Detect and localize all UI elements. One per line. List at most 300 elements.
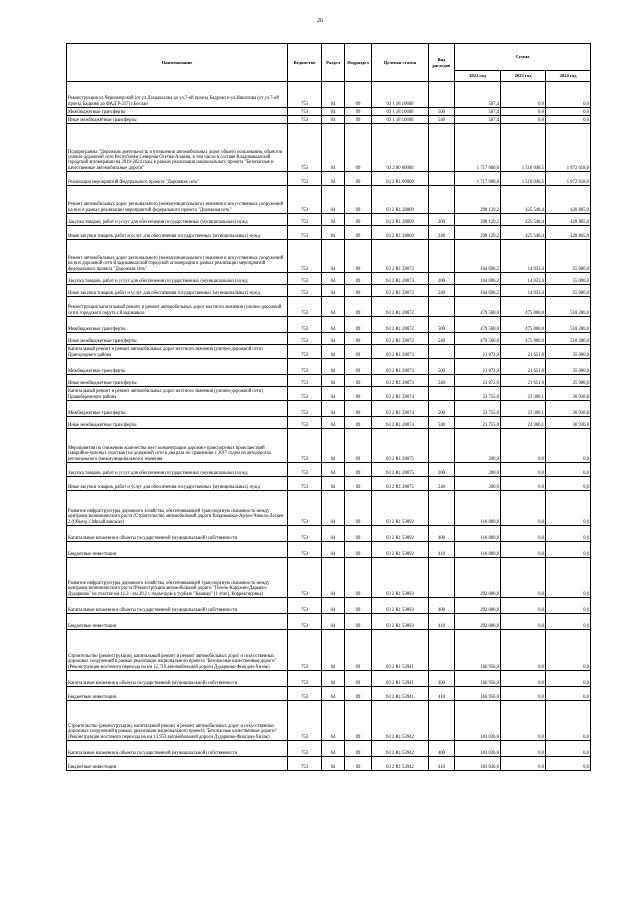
row-razdel: 04 (322, 375, 345, 387)
row-sum-2024: 0,0 (546, 671, 591, 687)
row-razdel: 04 (322, 463, 345, 477)
table-row (67, 630, 591, 671)
row-target-article: 03 2 R1 28073 (372, 273, 429, 285)
row-podrazdel: 09 (345, 116, 372, 124)
table-row (67, 297, 591, 317)
row-razdel: 04 (322, 757, 345, 771)
row-target-article: 03 2 R1 28069 (372, 226, 429, 240)
row-razdel: 04 (322, 273, 345, 285)
row-name: Закупка товаров, работ и услуг для обеспечения государственных (муниципальных) нужд (67, 463, 288, 477)
row-name: Межбюджетные трансферты (67, 359, 288, 375)
row-ved: 753 (288, 671, 322, 687)
row-target-article: 03 2 R1 28073 (372, 375, 429, 387)
row-sum-2023: 14 033,4 (501, 240, 546, 273)
row-target-article: 03 2 R1 00000 (372, 172, 429, 186)
table-row (67, 542, 591, 558)
row-sum-2023: 0,0 (501, 108, 546, 116)
row-name: Капитальный ремонт и ремонт автомобильных дорог местного значения (улично-дорожной сети) Пригородного района (67, 345, 288, 359)
row-sum-2023: 0,0 (501, 687, 546, 701)
row-expense-type (429, 186, 455, 214)
row-podrazdel: 09 (345, 491, 372, 526)
table-row (67, 172, 591, 186)
row-sum-2024: 0,0 (546, 491, 591, 526)
row-sum-2022: 200,0 (455, 463, 501, 477)
row-ved: 753 (288, 526, 322, 542)
row-sum-2023: 21 651,0 (501, 359, 546, 375)
row-expense-type (429, 491, 455, 526)
row-sum-2022: 298 129,2 (455, 214, 501, 226)
row-podrazdel: 09 (345, 345, 372, 359)
row-target-article: 03 2 R1 28073 (372, 359, 429, 375)
row-target-article: 03 2 R1 53893 (372, 614, 429, 630)
row-sum-2022: 183 036,6 (455, 701, 501, 741)
row-sum-2024: 518 280,0 (546, 317, 591, 333)
row-sum-2022: 479 560,0 (455, 317, 501, 333)
row-podrazdel: 09 (345, 124, 372, 172)
row-sum-2023: 21 651,0 (501, 345, 546, 359)
table-row (67, 614, 591, 630)
row-ved: 753 (288, 108, 322, 116)
row-name: Ремонт автомобильных дорог регионального (межмуниципального) значения и искусственных сооружений на них в рамках реализации мероприятий федерального проекта "Дорожная сеть" (67, 186, 288, 214)
row-sum-2024: 55 000,0 (546, 240, 591, 273)
row-target-article: 03 2 R1 28073 (372, 240, 429, 273)
row-ved: 753 (288, 429, 322, 463)
table-row (67, 317, 591, 333)
header-razdel: Раздел (322, 44, 345, 82)
header-name: Наименование (67, 44, 288, 82)
row-sum-2022: 292 000,0 (455, 558, 501, 598)
row-podrazdel: 09 (345, 477, 372, 491)
row-podrazdel: 09 (345, 108, 372, 116)
row-razdel: 04 (322, 542, 345, 558)
table-row (67, 401, 591, 417)
row-expense-type: 540 (429, 116, 455, 124)
row-target-article: 03 2 R1 28072 (372, 297, 429, 317)
row-podrazdel: 09 (345, 701, 372, 741)
table-row (67, 186, 591, 214)
row-expense-type (429, 630, 455, 671)
row-ved: 753 (288, 401, 322, 417)
row-sum-2024: 428 865,0 (546, 226, 591, 240)
row-sum-2024: 35 000,0 (546, 345, 591, 359)
row-sum-2023: 0,0 (501, 558, 546, 598)
row-ved: 753 (288, 417, 322, 429)
row-razdel: 04 (322, 477, 345, 491)
row-podrazdel: 09 (345, 429, 372, 463)
row-sum-2022: 292 000,0 (455, 598, 501, 614)
row-sum-2022: 164 696,2 (455, 273, 501, 285)
row-sum-2022: 21 872,0 (455, 375, 501, 387)
row-sum-2024: 518 280,0 (546, 333, 591, 345)
table-row (67, 273, 591, 285)
row-target-article: 03 2 R1 28072 (372, 333, 429, 345)
row-sum-2023: 0,0 (501, 630, 546, 671)
table-row (67, 214, 591, 226)
row-target-article: 03 2 R1 28072 (372, 317, 429, 333)
row-sum-2022: 200,0 (455, 477, 501, 491)
row-sum-2023: 21 651,0 (501, 375, 546, 387)
row-name: Реализация мероприятий Федерального проекта "Дорожная сеть" (67, 172, 288, 186)
row-podrazdel: 09 (345, 463, 372, 477)
table-row (67, 82, 591, 108)
row-podrazdel: 09 (345, 214, 372, 226)
row-sum-2023: 0,0 (501, 82, 546, 108)
row-sum-2024: 1 872 618,0 (546, 124, 591, 172)
table-row (67, 526, 591, 542)
row-podrazdel: 09 (345, 741, 372, 757)
row-name: Иные закупки товаров, работ и услуг для обеспечения государственных (муниципальных) нужд (67, 226, 288, 240)
row-podrazdel: 09 (345, 375, 372, 387)
row-sum-2023: 23 300,1 (501, 401, 546, 417)
row-ved: 753 (288, 273, 322, 285)
row-podrazdel: 09 (345, 82, 372, 108)
row-name: Бюджетные инвестиции (67, 757, 288, 771)
row-expense-type (429, 82, 455, 108)
row-sum-2022: 507,4 (455, 116, 501, 124)
row-expense-type (429, 429, 455, 463)
table-body (67, 82, 591, 771)
header-expense-type: Вид расходов (429, 44, 455, 82)
row-target-article: 03 2 R1 53892 (372, 542, 429, 558)
row-podrazdel: 09 (345, 526, 372, 542)
row-name: Ремонт автомобильных дорог регионального (межмуниципального) значения и искусственных сооружений на них дорожной сети Владикавказской городской агломерации в рамках реализации мероприятий федерального проекта "Дорожная сеть" (67, 240, 288, 273)
row-sum-2024: 0,0 (546, 477, 591, 491)
row-sum-2024: 0,0 (546, 463, 591, 477)
row-target-article: 03 2 R1 53941 (372, 687, 429, 701)
row-razdel: 04 (322, 558, 345, 598)
row-name: Иные межбюджетные трансферты (67, 375, 288, 387)
row-sum-2023: 0,0 (501, 671, 546, 687)
row-sum-2023: 0,0 (501, 463, 546, 477)
row-target-article: 03 2 R1 28075 (372, 463, 429, 477)
row-expense-type: 400 (429, 526, 455, 542)
row-sum-2023: 0,0 (501, 614, 546, 630)
row-target-article: 03 2 R1 53892 (372, 526, 429, 542)
row-target-article: 03 1 18 10600 (372, 116, 429, 124)
row-target-article: 03 2 R1 28074 (372, 401, 429, 417)
row-sum-2022: 507,4 (455, 82, 501, 108)
row-sum-2022: 23 755,0 (455, 401, 501, 417)
row-name: Подпрограмма "Дорожная деятельность в отношении автомобильных дорог общего пользования, объектов улично-дорожной сети Республики Северная Осетия-Алания, в том числе в составе Владикавказской городской агломерации на 2019-2024 годы в рамках реализации национального проекта "Безопасные и качественные автомобильные дороги" (67, 124, 288, 172)
row-razdel: 04 (322, 124, 345, 172)
row-name: Мероприятия по снижению количества мест концентрации дорожно-транспортных происшествий (аварийно-опасных участков) на дорожной сети в два раза по сравнению с 2017 годом на автодорогах регионального (межмуниципального) значения (67, 429, 288, 463)
row-expense-type (429, 124, 455, 172)
row-ved: 753 (288, 463, 322, 477)
row-razdel: 04 (322, 82, 345, 108)
row-name: Капитальные вложения в объекты государственной (муниципальной) собственности (67, 741, 288, 757)
header-ved: Ведомство (288, 44, 322, 82)
row-razdel: 04 (322, 701, 345, 741)
row-target-article: 03 2 R1 28075 (372, 477, 429, 491)
table-row (67, 741, 591, 757)
row-ved: 753 (288, 297, 322, 317)
row-ved: 753 (288, 558, 322, 598)
row-razdel: 04 (322, 630, 345, 671)
row-expense-type: 410 (429, 687, 455, 701)
row-ved: 753 (288, 186, 322, 214)
row-ved: 753 (288, 240, 322, 273)
row-target-article: 03 2 R1 53941 (372, 671, 429, 687)
row-sum-2023: 475 000,0 (501, 333, 546, 345)
row-target-article: 03 2 R1 53942 (372, 757, 429, 771)
row-sum-2022: 479 560,0 (455, 297, 501, 317)
row-sum-2022: 110 800,0 (455, 491, 501, 526)
row-sum-2023: 425 548,4 (501, 186, 546, 214)
row-sum-2022: 110 800,0 (455, 526, 501, 542)
row-expense-type: 200 (429, 463, 455, 477)
row-sum-2024: 30 936,8 (546, 401, 591, 417)
budget-table (66, 43, 591, 771)
table-row (67, 558, 591, 598)
row-expense-type: 540 (429, 417, 455, 429)
table-row (67, 598, 591, 614)
row-sum-2024: 35 000,0 (546, 375, 591, 387)
row-expense-type (429, 297, 455, 317)
row-target-article: 03 2 R1 53892 (372, 491, 429, 526)
row-target-article: 03 2 R1 28069 (372, 214, 429, 226)
row-expense-type: 240 (429, 477, 455, 491)
row-sum-2024: 0,0 (546, 108, 591, 116)
table-row (67, 477, 591, 491)
table-row (67, 240, 591, 273)
row-expense-type: 540 (429, 333, 455, 345)
row-target-article: 03 2 00 00000 (372, 124, 429, 172)
row-expense-type: 400 (429, 741, 455, 757)
header-year-2023: 2023 год (501, 71, 546, 82)
header-year-2024: 2024 год (546, 71, 591, 82)
row-sum-2024: 0,0 (546, 741, 591, 757)
row-podrazdel: 09 (345, 273, 372, 285)
table-row (67, 701, 591, 741)
row-razdel: 04 (322, 116, 345, 124)
row-sum-2022: 298 129,2 (455, 226, 501, 240)
row-ved: 753 (288, 701, 322, 741)
row-ved: 753 (288, 359, 322, 375)
row-expense-type (429, 701, 455, 741)
row-name: Капитальные вложения в объекты государственной (муниципальной) собственности (67, 526, 288, 542)
table-row (67, 345, 591, 359)
row-expense-type: 240 (429, 226, 455, 240)
header-year-2022: 2022 год (455, 71, 501, 82)
row-expense-type: 240 (429, 285, 455, 297)
row-target-article: 03 2 R1 28073 (372, 285, 429, 297)
row-expense-type: 500 (429, 359, 455, 375)
row-name: Реконструкция капитальный ремонт и ремонт автомобильных дорог местного значения (улично-дорожной сети) городского округа г.Владикавказ (67, 297, 288, 317)
row-name: Капитальные вложения в объекты государственной (муниципальной) собственности (67, 598, 288, 614)
row-sum-2023: 475 000,0 (501, 297, 546, 317)
header-podrazdel: Подраздел (345, 44, 372, 82)
row-sum-2023: 1 510 048,5 (501, 172, 546, 186)
row-expense-type: 500 (429, 108, 455, 116)
row-sum-2023: 475 000,0 (501, 317, 546, 333)
row-sum-2024: 30 936,8 (546, 417, 591, 429)
row-sum-2024: 0,0 (546, 757, 591, 771)
row-razdel: 04 (322, 687, 345, 701)
row-razdel: 04 (322, 186, 345, 214)
row-sum-2024: 0,0 (546, 542, 591, 558)
row-sum-2024: 0,0 (546, 116, 591, 124)
row-sum-2022: 166 956,0 (455, 671, 501, 687)
table-row (67, 226, 591, 240)
row-expense-type (429, 240, 455, 273)
row-expense-type: 500 (429, 317, 455, 333)
row-sum-2022: 1 717 006,0 (455, 124, 501, 172)
row-ved: 753 (288, 387, 322, 401)
row-podrazdel: 09 (345, 614, 372, 630)
row-razdel: 04 (322, 429, 345, 463)
row-ved: 753 (288, 687, 322, 701)
row-sum-2022: 200,0 (455, 429, 501, 463)
row-sum-2022: 183 036,6 (455, 757, 501, 771)
row-name: Развитие инфраструктуры дорожного хозяйства, обеспечивающей транспортную связанность между центрами экономического роста (Строительство автомобильной дороги Владикавказ-Архон-Чикола-Лескен 2 (Объезд с.Михайловское)) (67, 491, 288, 526)
row-sum-2024: 428 865,0 (546, 186, 591, 214)
row-target-article: 03 2 R1 28074 (372, 387, 429, 401)
row-expense-type: 410 (429, 614, 455, 630)
row-ved: 753 (288, 172, 322, 186)
row-sum-2022: 110 800,0 (455, 542, 501, 558)
row-expense-type (429, 387, 455, 401)
row-podrazdel: 09 (345, 542, 372, 558)
row-podrazdel: 09 (345, 757, 372, 771)
row-sum-2022: 164 696,2 (455, 240, 501, 273)
row-ved: 753 (288, 116, 322, 124)
row-razdel: 04 (322, 297, 345, 317)
row-razdel: 04 (322, 214, 345, 226)
row-sum-2022: 479 560,0 (455, 333, 501, 345)
row-sum-2024: 428 865,0 (546, 214, 591, 226)
row-expense-type (429, 172, 455, 186)
row-ved: 753 (288, 317, 322, 333)
row-ved: 753 (288, 741, 322, 757)
row-sum-2024: 30 936,8 (546, 387, 591, 401)
row-sum-2023: 0,0 (501, 701, 546, 741)
table-row (67, 359, 591, 375)
row-sum-2023: 0,0 (501, 477, 546, 491)
row-expense-type: 410 (429, 757, 455, 771)
row-podrazdel: 09 (345, 387, 372, 401)
row-razdel: 04 (322, 317, 345, 333)
row-sum-2022: 292 000,0 (455, 614, 501, 630)
row-sum-2022: 166 956,0 (455, 687, 501, 701)
page-number: 26 (317, 18, 323, 24)
table-row (67, 116, 591, 124)
header-target-article: Целевая статья (372, 44, 429, 82)
row-razdel: 04 (322, 491, 345, 526)
row-ved: 753 (288, 285, 322, 297)
table-row (67, 671, 591, 687)
row-razdel: 04 (322, 333, 345, 345)
row-razdel: 04 (322, 108, 345, 116)
row-name: Строительство (реконструкция), капитальный ремонт и ремонт автомобильных дорог и искусственных дорожных сооружений в рамках реализации национального проекта "Безопасные качественные дороги" (Реконструкция мостового перехода на км 14,953 автомобильной дороги Дударково-Фиагдон-Хилак) (67, 701, 288, 741)
row-name: Капитальный ремонт и ремонт автомобильных дорог местного значения (улично-дорожной сети) Правобережного района (67, 387, 288, 401)
row-sum-2024: 35 000,0 (546, 359, 591, 375)
row-sum-2023: 0,0 (501, 429, 546, 463)
row-ved: 753 (288, 757, 322, 771)
row-sum-2022: 21 872,0 (455, 345, 501, 359)
row-name: Межбюджетные трансферты (67, 401, 288, 417)
row-razdel: 04 (322, 741, 345, 757)
row-target-article: 03 2 R1 53941 (372, 630, 429, 671)
table-row (67, 387, 591, 401)
row-name: Развитие инфраструктуры дорожного хозяйства, обеспечивающей транспортную связанность между центрами экономического роста (Реконструкция автомобильной дороги "Гизель-Карджин-Дарьяло-Дударково" на участке км 11,2 - км 28,2 с подъездом к турбазе "Кашкар" (1 этап), Корректировка) (67, 558, 288, 598)
row-sum-2023: 0,0 (501, 526, 546, 542)
table-row (67, 333, 591, 345)
row-podrazdel: 09 (345, 401, 372, 417)
row-sum-2024: 0,0 (546, 82, 591, 108)
row-expense-type: 400 (429, 671, 455, 687)
row-podrazdel: 09 (345, 359, 372, 375)
row-podrazdel: 09 (345, 172, 372, 186)
row-ved: 753 (288, 491, 322, 526)
row-name: Закупка товаров, работ и услуг для обеспечения государственных (муниципальных) нужд (67, 214, 288, 226)
row-sum-2023: 1 510 048,5 (501, 124, 546, 172)
row-sum-2022: 166 956,0 (455, 630, 501, 671)
table-row (67, 757, 591, 771)
row-ved: 753 (288, 82, 322, 108)
row-target-article: 03 2 R1 53942 (372, 741, 429, 757)
row-ved: 753 (288, 477, 322, 491)
row-name: Иные межбюджетные трансферты (67, 116, 288, 124)
row-podrazdel: 09 (345, 333, 372, 345)
row-sum-2022: 23 755,0 (455, 387, 501, 401)
header-sum: Сумма (455, 44, 591, 71)
row-ved: 753 (288, 333, 322, 345)
row-sum-2024: 55 000,0 (546, 285, 591, 297)
row-sum-2024: 0,0 (546, 598, 591, 614)
row-sum-2023: 23 300,1 (501, 417, 546, 429)
row-name: Иные межбюджетные трансферты (67, 417, 288, 429)
row-sum-2022: 507,4 (455, 108, 501, 116)
row-ved: 753 (288, 630, 322, 671)
row-name: Реконструкция ул.Черноморской (от ул.Дзарахохова до ул.7-ой проезд Бадрово и ул.Никитина (от ул.7-ой проезд Бадрово до ФАД Р-217) г.Беслан (67, 82, 288, 108)
table-row (67, 285, 591, 297)
row-razdel: 04 (322, 387, 345, 401)
row-sum-2024: 0,0 (546, 614, 591, 630)
row-sum-2023: 0,0 (501, 598, 546, 614)
row-expense-type: 200 (429, 214, 455, 226)
table-row (67, 429, 591, 463)
row-name: Строительство (реконструкция), капитальный ремонт и ремонт автомобильных дорог и искусственных дорожных сооружений в рамках реализации национального проекта "Безопасные качественные дороги"(Реконструкция мостового перехода на км 12,719 автомобильной дороги Дударково-Фиагдон-Хилак) (67, 630, 288, 671)
row-sum-2024: 0,0 (546, 630, 591, 671)
row-razdel: 04 (322, 240, 345, 273)
row-razdel: 04 (322, 359, 345, 375)
row-podrazdel: 09 (345, 317, 372, 333)
row-target-article: 03 2 R1 53893 (372, 558, 429, 598)
row-name: Бюджетные инвестиции (67, 542, 288, 558)
row-razdel: 04 (322, 614, 345, 630)
row-sum-2024: 518 280,0 (546, 297, 591, 317)
row-razdel: 04 (322, 671, 345, 687)
table-row (67, 108, 591, 116)
table-row (67, 124, 591, 172)
row-podrazdel: 09 (345, 417, 372, 429)
row-name: Бюджетные инвестиции (67, 614, 288, 630)
row-ved: 753 (288, 614, 322, 630)
row-name: Иные межбюджетные трансферты (67, 333, 288, 345)
row-expense-type (429, 345, 455, 359)
row-name: Иные закупки товаров, работ и услуг для обеспечения государственных (муниципальных) нужд (67, 285, 288, 297)
row-ved: 753 (288, 375, 322, 387)
row-razdel: 04 (322, 417, 345, 429)
row-target-article: 03 2 R1 53893 (372, 598, 429, 614)
row-name: Закупка товаров, работ и услуг для обеспечения государственных (муниципальных) нужд (67, 273, 288, 285)
row-ved: 753 (288, 226, 322, 240)
row-name: Межбюджетные трансферты (67, 108, 288, 116)
row-sum-2024: 0,0 (546, 558, 591, 598)
row-sum-2023: 0,0 (501, 116, 546, 124)
row-name: Капитальные вложения в объекты государственной (муниципальной) собственности (67, 671, 288, 687)
table-row (67, 375, 591, 387)
